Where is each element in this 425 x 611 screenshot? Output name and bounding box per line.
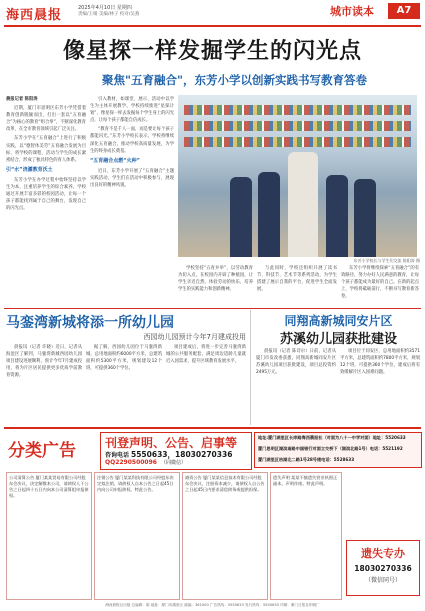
page-number: A7 [388,3,420,19]
paragraph: “教育不是千人一面，而是要让每个孩子都能闪光。”东芳小学校长表示，学校将继续深化五育融合，推动学校高质量发展，为学生的终身成长奠基。 [90,127,174,154]
paragraph: 据了解，西园幼儿园位于马銮湾新城，总用地面积约6000平方米，总建筑面积约5300平方米，规划建设12个班，可提供360个学位。 [86,345,162,372]
paragraph: 晨报讯（记者 陈诗尔）日前，记者从厦门市发改委获悉，同翔高新城同安片区苏溪幼儿园项目获批建设，项目总投资约2495万元。 [256,349,336,376]
story2-column-3 [166,344,246,424]
main-story-column-1 [6,96,86,288]
office-address: 厦门湖里区枋湖北二路1号28号楼电话：5528633 [258,457,355,462]
photo-caption: 东芳小学校长与学生们交流 陈阳涛 摄 [353,258,420,263]
classified-ads-title: 分类广告 [8,441,76,461]
paragraph: 近期，厦门市思明区东芳小学凭借着教育创新脱颖而出，打出一套以“五育融合”为核心的教育“组合拳”，不断深化教育改革，在全市教育领域引起广泛关注。 [6,106,86,133]
story3-column-2 [340,348,420,424]
bookshelf [184,105,411,115]
notice-tel: 5550633，18030270336 [131,450,233,459]
editor-credits: 责编/王晴 美编/林子 校对/吴燕 [78,12,140,17]
news-photo [178,95,417,257]
section-subtitle: 引“水”浇灌教育沃土 [6,166,53,173]
paragraph: 项目位于同安区，总用地面积约3571平方米，总建筑面积约7800平方米，规划12个班，可提供360个学位，建成后将有效缓解片区入园难问题。 [340,349,420,376]
main-story-column-4 [257,265,337,305]
paragraph: 东芳小学在办学过程中始终坚持以学生为本，注重培养学生的综合素养。学校通过开展丰富多彩的校园活动，让每一个孩子都能找到属于自己的舞台，发现自己的闪光点。 [6,177,86,212]
paragraph: 东芳小学在“五育融合”上进行了积极实践，以“德智体美劳”五育融合发展为目标，将学校的课程、活动与学生的成长紧密结合，形成了独具特色的育人体系。 [6,136,86,163]
story2-headline: 马銮湾新城将添一所幼儿园 [6,315,174,331]
notice-tel-label: 咨询电话 [105,452,130,459]
page-footer: 海西晨报社出版 总编辑：陈 地址：厦门市湖里区 邮编：361000 广告热线：5550633 发行热线：5550633 印刷：厦门日报社印刷厂 [105,603,320,607]
bookshelf [184,121,411,131]
story2-subheadline: 西园幼儿园预计今年7月建成投用 [143,333,246,341]
classified-notice: 遗失声明 某某不慎遗失营业执照正副本，声明作废。特此声明。 [270,472,342,600]
teacher-figure [288,152,318,257]
story3-headline-top: 同翔高新城同安片区 [284,314,393,328]
masthead [0,0,425,24]
masthead-rule [4,25,421,27]
lost-notice-tel: 18030270336 [354,564,412,573]
paragraph: 项目建成后，将进一步完善马銮湾新城的公共服务配套，满足周边适龄儿童就近入园需求，提升区域教育发展水平。 [166,345,246,365]
section-subtitle: “五育融合点燃“火种” [90,157,140,164]
lost-notice-ad [346,540,420,596]
paragraph: 东芳小学将继续探索“五育融合”的有效路径，努力办好人民满意的教育，让每个孩子都能成为最好的自己。在新的起点上，学校将砥砺前行，不断书写教育新答卷。 [341,266,419,300]
notice-ad-header [100,432,252,470]
classified-notice: 公司清算公告 厦门某某贸易有限公司经股东会决议，决定解散本公司，请债权人于公告之日起四十五日内向本公司清算组申报债权。 [6,472,92,600]
classified-notice: 注销公告 厦门某某科技有限公司经股东决定拟注销，请债权人自本公告之日起45日内向公司申报债权。特此公告。 [94,472,180,600]
student-figure [230,177,252,257]
paragraph: 与此同时，学校还组织开展了读书节、科技节、艺术节等系列活动，为学生搭建了展示自我的平台，促进学生全面发展。 [257,266,337,293]
lost-notice-sub: （微信同号） [364,577,401,584]
story2-column-1 [6,344,82,424]
column-divider [250,310,251,425]
paragraph: 晨报讯（记者 许晓）近日，记者从海沧区了解到，马銮湾新城西园幼儿园项目建设进展顺利，预计今年7月建成投用，将为片区居民提供更多优质学前教育资源。 [6,345,82,379]
notice-wechat: （同微信） [161,460,187,466]
office-address: 厦门思明区湖滨南路中国银行对面立交桥下（湖滨北路1号）电话：5521192 [258,446,403,451]
story3-headline: 苏溪幼儿园获批建设 [279,332,397,347]
paragraph: 引入教材，如课堂、展示、活动中以学生为主体开展教学。学校持续推进“星探计划”，像星探一样去发掘每个学生身上的闪光点，让每个孩子都能自信成长。 [90,97,174,124]
student-figure [354,179,376,257]
paragraph: 学校坚持“五育并举”，以劳动教育为切入点，在校园内开辟了种植园，让学生亲近自然，体验劳动的快乐，培养学生的实践能力和创新精神。 [178,266,253,293]
main-story-column-3 [178,265,253,305]
main-headline: 像星探一样发掘学生的闪光点 [62,39,362,64]
main-story-column-2 [90,96,174,288]
student-figure [326,175,348,257]
student-figure [258,172,280,257]
notice-ad-title: 刊登声明、公告、启事等 [105,436,238,450]
section-divider [4,308,421,309]
story2-column-2 [86,344,162,424]
story3-column-1 [256,348,336,424]
ad-office-addresses [254,432,422,468]
newspaper-logo: 海西晨报 [6,8,63,23]
lost-notice-title: 遗失专办 [361,547,405,560]
issue-date: 2025年4月10日 星期四 [78,5,132,11]
main-story-column-5 [341,265,419,305]
ads-divider [4,427,421,429]
bookshelf [184,137,411,147]
office-address: 地址:厦门湖里区长岸路海西晨报社（对面为八十一中学对面）地址：5520633 [258,435,406,440]
main-subheadline: 聚焦"五育融合"，东芳小学以创新实践书写教育答卷 [102,73,367,87]
byline: 晨报记者 陈阳涛 [6,97,38,102]
section-title: 城市读本 [330,5,374,18]
paragraph: 近日，东芳小学开展了“五育融合”主题实践活动，学生们在活动中积极参与，展现出良好的精神风貌。 [90,168,174,189]
notice-qq: QQ2290500096 [105,459,157,466]
classified-notice: 减资公告 厦门某某信息技术有限公司经股东会决议，注册资本减少，请债权人自公告之日起45日内要求清偿债务或提供担保。 [182,472,268,600]
